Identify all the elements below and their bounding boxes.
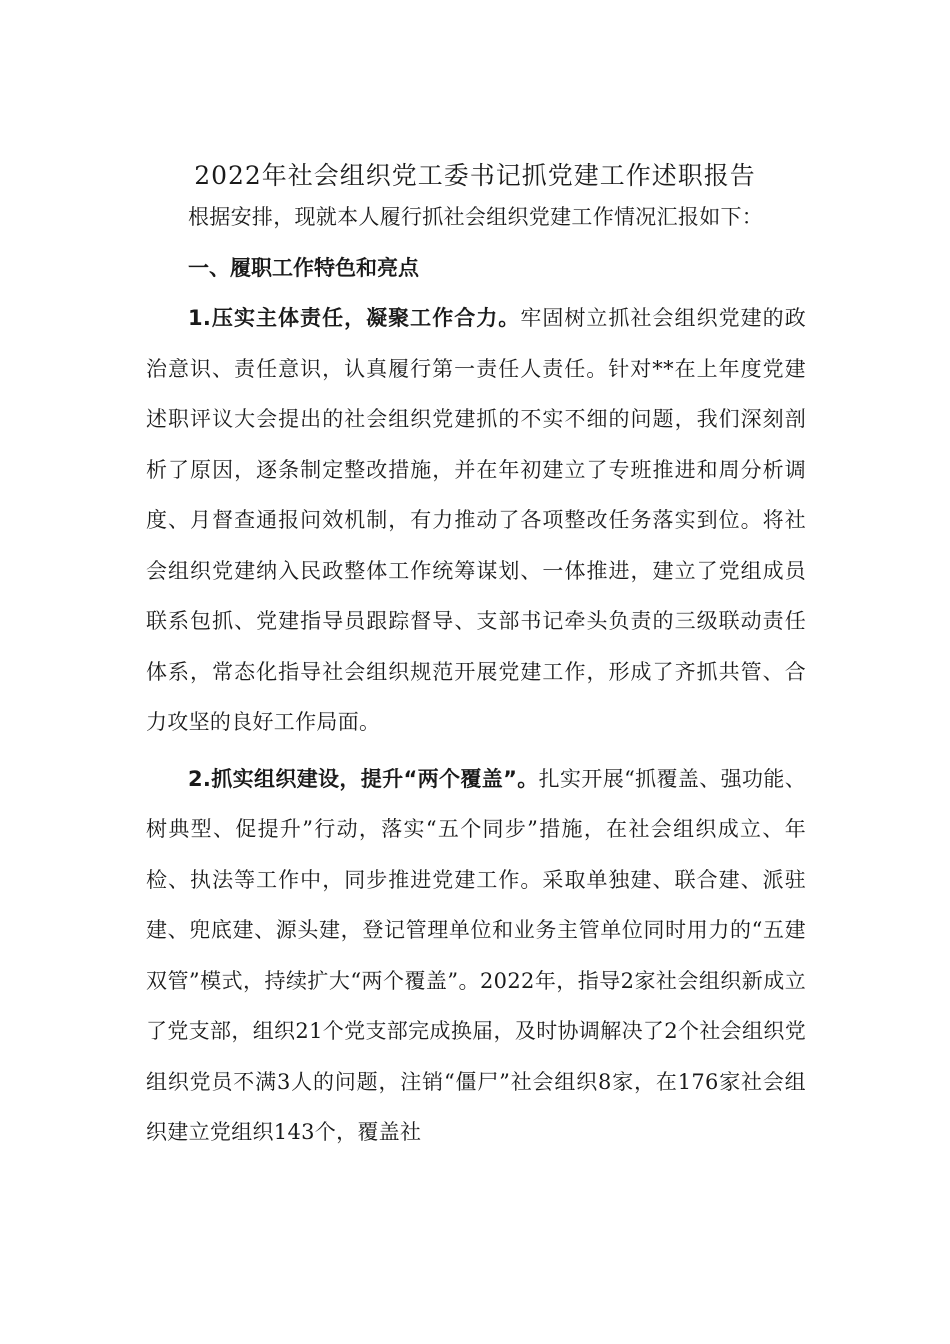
paragraph-item-1 [146,293,806,748]
document-body [146,192,806,1158]
intro-paragraph: 根据安排，现就本人履行抓社会组织党建工作情况汇报如下： [188,205,764,229]
item-2-text: 扎实开展“抓覆盖、强功能、树典型、促提升”行动，落实“五个同步”措施，在社会组织成立、年检、执法等工作中，同步推进党建工作。采取单独建、联合建、派驻建、兜底建、源头建，登记管理单位和业务主管单位同时用力的“五建双管”模式，持续扩大“两个覆盖”。2022年，指导2家社会组织新成立了党支部，组织21个党支部完成换届，及时协调解决了2个社会组织党组织党员不满3人的问题，注销“僵尸”社会组织8家，在176家社会组织建立党组织143个，覆盖社 [146,766,807,1144]
section-heading: 一、履职工作特色和亮点 [188,255,419,280]
item-1-lead: 1.压实主体责任，凝聚工作合力。 [188,306,521,330]
item-1-text: 牢固树立抓社会组织党建的政治意识、责任意识，认真履行第一责任人责任。针对**在上年度党建述职评议大会提出的社会组织党建抓的不实不细的问题，我们深刻剖析了原因，逐条制定整改措施，并在年初建立了专班推进和周分析调度、月督查通报问效机制，有力推动了各项整改任务落实到位。将社会组织党建纳入民政整体工作统筹谋划、一体推进，建立了党组成员联系包抓、党建指导员跟踪督导、支部书记牵头负责的三级联动责任体系，常态化指导社会组织规范开展党建工作，形成了齐抓共管、合力攻坚的良好工作局面。 [146,306,806,734]
item-2-lead: 2.抓实组织建设，提升“两个覆盖”。 [188,766,539,791]
paragraph-item-2 [146,754,806,1158]
document-title: 2022年社会组织党工委书记抓党建工作述职报告 [194,161,756,190]
